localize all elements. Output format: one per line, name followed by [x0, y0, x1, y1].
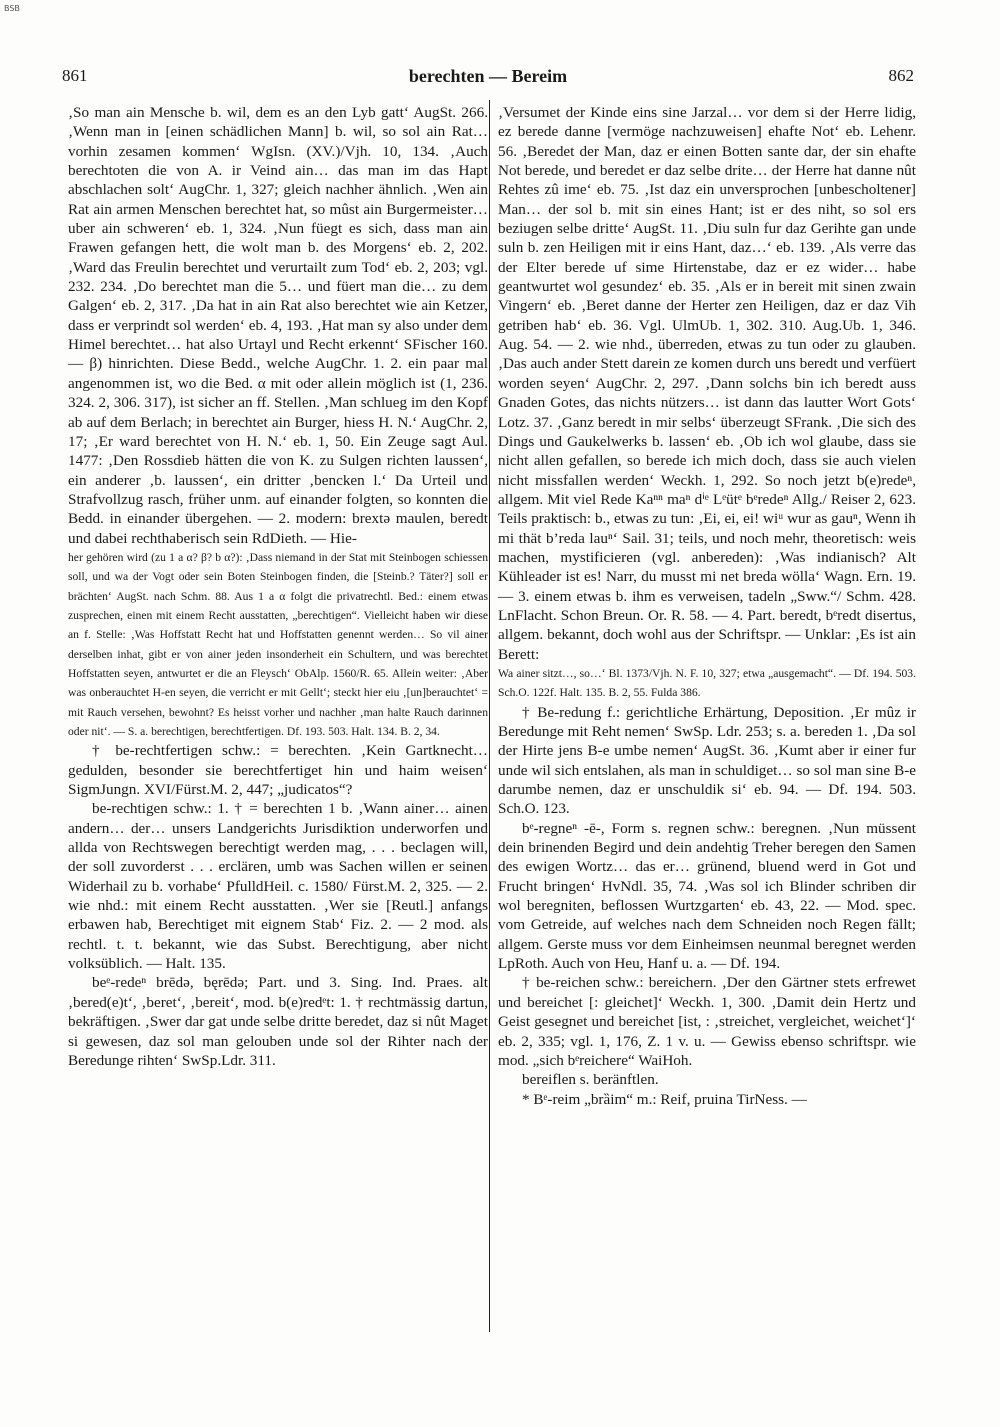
entry-berechtfertigen: † be-rechtfertigen schw.: = berechten. ‚Kein Gartknecht… gedulden, besonder sie berechtfertiget hin und haim weisen‘ SigmJungn. XVI/Fürst.M. 2, 447; „judicatos“?: [68, 742, 488, 799]
left-paragraph-2-smallprint: her gehören wird (zu 1 a α? β? b α?): ‚Dass niemand in der Stat mit Steinbogen schiessen soll, und wa der Vogt oder sein Boten Steinbogen finden, die [Steinb.? Täter?] soll er brächten‘ AugSt. nach Schm. 88. Aus 1 a α folgt die privatrechtl. Bed.: einem etwas zusprechen, einen mit einem Recht ausstatten, „berechtigen“. Vielleicht haben wir diese an f. Stelle: ‚Was Hoffstatt Recht hat und Hoffstatten genennt werden… So vil ainer derselben inhat, gibt er von ainer jeden insonderheit ein Schultern, und was berechtet Hoffstatten seyen, antwurtet er die an Fleysch‘ ObAlp. 1560/R. 65. Allein weiter: ‚Aber was onberauchtet H-en seyen, die verricht er mit Gellt‘; steckt hier eiu ‚[un]berauchtet‘ = mit Rauch versehen, bewohnt? Es heisst vorher und nachher ‚man halte Rauch darinnen oder nit‘. — S. a. berechtigen, berechtfertigen. Df. 193. 503. Halt. 134. B. 2, 34.: [68, 550, 488, 738]
entry-bereim: * Bᵉ-reim „brȁim“ m.: Reif, pruina TirNess. —: [522, 1090, 807, 1108]
entry-berechtigen: be-rechtigen schw.: 1. † = berechten 1 b. ‚Wann ainer… ainen andern… der… unsers Landgerichts Jurisdiktion underworfen und allda von Rechtswegen berechtigt werden mag, . . . beclagen will, der soll zuvorderst . . . erclären, umb was Sachen willen er seinen Widerhail zu b. vorhabe‘ PfulldHeil. c. 1580/ Fürst.M. 2, 325. — 2. wie nhd.: mit einem Recht ausstatten. ‚Wer sie [Reutl.] anfangs erbawen hab, Berechtiget mit eignem Stab‘ Fiz. 2. — 2 mod. als rechtl. t. t. bekannt, wie das Subst. Berechtigung, aber nicht volksüblich. — Halt. 135.: [68, 800, 488, 973]
column-divider: [489, 100, 490, 1332]
page-header: [62, 66, 914, 92]
right-paragraph-2-smallprint: Wa ainer sitzt…, so…‘ Bl. 1373/Vjh. N. F. 10, 327; etwa „ausgemacht“. — Df. 194. 503. Sch.O. 122f. Halt. 135. B. 2, 55. Fulda 386.: [498, 666, 916, 700]
running-head: berechten — Bereim: [408, 66, 568, 86]
entry-bereichen: † be-reichen schw.: bereichern. ‚Der den Gärtner stets erfrewet und bereichet [: gleichet]‘ Weckh. 1, 300. ‚Damit dein Hertz und Geist gesegnet und bereichet [ist, : ‚streichet, vergleichet, weichet‘]‘ eb. 2, 335; vgl. 1, 176, Z. 1 v. u. — Gewiss ebenso schriftspr. wie mod. „sich bᵉreichere“ WaiHoh.: [498, 974, 916, 1069]
right-column: [498, 103, 916, 1109]
page-number-left: 861: [62, 66, 88, 85]
left-paragraph-1: ‚So man ain Mensche b. wil, dem es an den Lyb gatt‘ AugSt. 266. ‚Wenn man in [einen schädlichen Mann] b. wil, so sol ain Rat… vorhin zesamen kommen‘ WgIsn. (XV.)/Vjh. 10, 134. ‚Auch berechtoten die von A. ir Veind ain… das man im das Hapt abschlachen solt‘ AugChr. 1, 327; gleich nachher ähnlich. ‚Wen ain Rat ain armen Menschen berechtet hat, so mûst ain Burgermeister… uber ain schweren‘ eb. 1, 324. ‚Nun füegt es sich, dass man ain Frawen gefangen hett, die wolt man b. des Morgens‘ eb. 2, 202. ‚Ward das Freulin berechtet und verurtailt zum Tod‘ eb. 2, 203; vgl. 232. 234. ‚Do berechtet man die 5… und füert man die… zu dem Galgen‘ eb. 2, 317. ‚Da hat in ain Rat also berechtet wie ain Ketzer, dass er verprindt sol werden‘ eb. 4, 193. ‚Hat man sy also under dem Himel berechtet… hat also Urtayl und Recht erkennt‘ SFischer 160. — β) hinrichten. Diese Bedd., welche AugChr. 1. 2. ein paar mal angenommen ist, wo die Bed. α mit oder allein möglich ist (1, 236. 324. 2, 306. 317), ist sicher an ff. Stellen. ‚Man schlueg im den Kopf ab auf dem Berlach; in berechtet ain Burger, hiess H. N.‘ AugChr. 2, 17; ‚Er ward berechtet von H. N.‘ eb. 1, 50. Ein Zeuge sagt Aul. 1477: ‚Den Rossdieb hätten die von K. zu Sulgen richten laussen‘, ein anderer ‚b. laussen‘, ein dritter ‚bencken l.‘ Da Urteil und Strafvollzug rasch, früher unm. auf einander folgten, so konnten die Bedd. in einander übergehen. — 2. modern: brextə maulen, beredt und dabei rechthaberisch sein RdDieth. — Hie-: [68, 104, 488, 547]
right-paragraph-1: ‚Versumet der Kinde eins sine Jarzal… vor dem si der Herre lidig, ez berede danne [vermöge nachzuweisen] ehafte Not‘ eb. Lehenr. 56. ‚Beredet der Man, daz er einen Botten sante dar, der sin ehafte Not berede, und beredet er daz selbe drite… der Herre hat danne nût Rehtes zû ime‘ eb. 75. ‚Ist daz ein unversprochen [unbescholtener] Man… der sol b. mit sin eines Hant; ist er des niht, so sol ers beziugen selbe dritte‘ AugSt. 11. ‚Diu suln fur daz Gerihte gan unde suln b. zen Heiligen mit ir eins Hant, daz…‘ eb. 139. ‚Als verre das der Elter berede uf sime Hirtenstabe, daz er ez wider… habe geantwurtet wol gesundez‘ eb. 35. ‚Als er in bereit mit sinen zwain Vingern‘ eb. ‚Beret danne der Herter zen Heiligen, daz er daz Vih getriben hab‘ eb. 36. Vgl. UlmUb. 1, 302. 310. Aug.Ub. 1, 346. Aug. 54. — 2. wie nhd., überreden, etwas zu tun oder zu glauben. ‚Das auch ander Stett darein ze komen durch uns beredt und verfüert worden seyen‘ AugChr. 2, 297. ‚Dann solchs bin ich beredt auss Gnaden Gotes, das nichts nützers… ist dann das lautter Wort Gots‘ Lotz. 37. ‚Ganz beredt in mir selbs‘ überzeugt SFrank. ‚Die sich des Dings und Gaukelwerks b. lassen‘ eb. ‚Ob ich wol glaube, dass sie nicht allen gefallen, so berede ich mich doch, dass sie auch vielen nicht missfallen werden‘ Weckh. 1, 292. So noch jetzt b(e)redeⁿ, allgem. Mit viel Rede Kaⁿⁿ maⁿ dⁱᵉ Lᵉütᵉ bᵉredeⁿ Allg./ Reiser 2, 623. Teils praktisch: b., etwas zu tun: ‚Ei, ei, ei! wiᵘ wur as gauⁿ, Wenn ih mi thät b’reda lauⁿ‘ Sail. 31; teils, und noch mehr, theoretisch: weis machen, mystificieren (vgl. anbereden): ‚Was indianisch? Alt Kühleader ist es! Narr, du musst mi net breda wölla‘ Wagn. Ern. 19. — 3. einem etwas b. ihm es verweisen, tadeln „Sww.“/ Schm. 428. LnFlacht. Schon Breun. Or. R. 58. — 4. Part. beredt, bᵉredt disertus, allgem. bekannt, doch wohl aus der Schriftspr. — Unklar: ‚Es ist ain Berett:: [498, 104, 916, 663]
page-number-right: 862: [888, 66, 914, 85]
entry-beredung: † Be-redung f.: gerichtliche Erhärtung, Deposition. ‚Er mûz ir Beredunge mit Reht nemen‘ SwSp. Ldr. 253; s. a. bereden 1. ‚Da sol der Hirte jens B-e umbe nemen‘ AugSt. 36. ‚Kumt aber ir einer fur unde wil sich entslahen, als man in schuldiget… so sol man sine B-e darumbe nemen, daz er unschuldik si‘ eb. 94. — Df. 194. 503. Sch.O. 123.: [498, 703, 916, 818]
entry-bereden: beᵉ-redeⁿ brēdə, bęrēdə; Part. und 3. Sing. Ind. Praes. alt ‚bered(e)t‘, ‚beret‘, ‚bereit‘, mod. b(e)redᵉt: 1. † rechtmässig dartun, bekräftigen. ‚Swer dar gat unde selbe dritte beredet, daz si nût Maget si gewesen, daz sol man gelouben unde sol der Rihter nach der Beredunge rihten‘ SwSp.Ldr. 311.: [68, 974, 488, 1069]
entry-bereiflen: bereiflen s. beränftlen.: [522, 1071, 659, 1089]
left-column: [68, 103, 488, 1070]
library-mark: BSB: [4, 4, 20, 13]
entry-beregnen: bᵉ-regneⁿ -ē-, Form s. regnen schw.: beregnen. ‚Nun müssent dein brinenden Begird und dein andehtig Treher beregen den Samen des ewigen Wortz… das er… grünend, bluend werd in Got und Frucht bringen‘ HvNdl. 35, 74. ‚Was sol ich Blinder schriben dir wol beregniten, beflossen Wurtzgarten‘ eb. 43, 22. — Mod. spec. vom Getreide, auf welches nach dem Schneiden noch Regen fällt; allgem. Gerste muss vor dem Einheimsen neunmal beregnet werden LpRoth. Auch von Heu, Hanf u. a. — Df. 194.: [498, 819, 916, 973]
